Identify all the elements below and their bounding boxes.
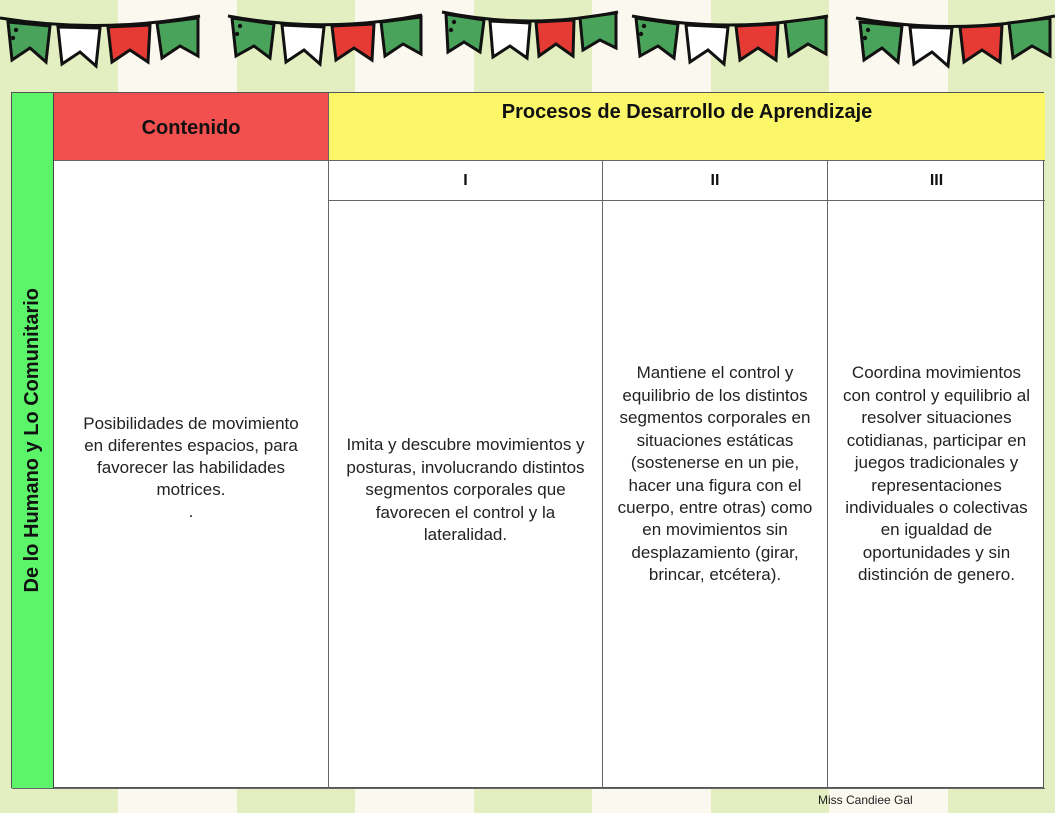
proceso-cell-1 — [329, 201, 603, 789]
side-label-cell — [12, 93, 54, 789]
procesos-header: Procesos de Desarrollo de Aprendizaje — [329, 93, 1045, 161]
proceso-cell-3 — [828, 201, 1045, 789]
side-label: De lo Humano y Lo Comunitario — [21, 288, 43, 593]
bunting-group-3 — [442, 12, 618, 58]
bunting-decoration — [0, 0, 1055, 80]
contenido-text: Posibilidades de movimiento en diferentes espacios, para favorecer las habilidades motrices. — [83, 413, 299, 499]
proceso-cell-2 — [603, 201, 828, 789]
contenido-cell — [54, 161, 329, 789]
red-flag — [536, 20, 574, 56]
green-flag — [8, 22, 50, 62]
contenido-dot: . — [188, 501, 194, 521]
red-flag — [108, 25, 150, 62]
bunting-group-1 — [0, 16, 200, 66]
proceso-text-3: Coordina movimientos con control y equilibrio al resolver situaciones cotidianas, participar en juegos tradicionales y representaciones individuales o colectivas en igualdad de oportunidades y sin distinción de genero. — [842, 363, 1031, 585]
green-flag — [636, 18, 678, 58]
proceso-text-2: Mantiene el control y equilibrio de los distintos segmentos corporales en situaciones estáticas (sostenerse en un pie, hacer una figura con el cuerpo, entre otras) como en movimientos sin desplazamiento (girar, brincar, etcétera). — [617, 363, 813, 585]
green-flag — [580, 13, 616, 50]
level-header-2: II — [603, 161, 828, 201]
level-header-3: III — [828, 161, 1045, 201]
white-flag — [686, 25, 728, 64]
level-header-1: I — [329, 161, 603, 201]
author-credit: Miss Candiee Gal — [818, 793, 913, 807]
white-flag — [910, 27, 952, 66]
white-flag — [282, 25, 324, 64]
red-flag — [332, 24, 374, 60]
green-flag — [381, 17, 421, 56]
white-flag — [490, 21, 530, 58]
bunting-group-2 — [228, 15, 422, 64]
white-flag — [58, 27, 100, 66]
planning-table — [11, 92, 1044, 788]
green-flag — [232, 18, 274, 58]
red-flag — [960, 25, 1002, 62]
green-flag — [1009, 18, 1050, 58]
bunting-group-5 — [856, 16, 1055, 66]
green-flag — [785, 17, 826, 56]
bunting-group-4 — [632, 16, 828, 64]
green-flag — [446, 14, 484, 52]
proceso-text-1: Imita y descubre movimientos y posturas, involucrando distintos segmentos corporales que favorecen el control y la lateralidad. — [346, 435, 585, 545]
green-flag — [860, 22, 902, 62]
green-flag — [157, 18, 198, 58]
red-flag — [736, 24, 778, 60]
contenido-header: Contenido — [54, 93, 329, 161]
